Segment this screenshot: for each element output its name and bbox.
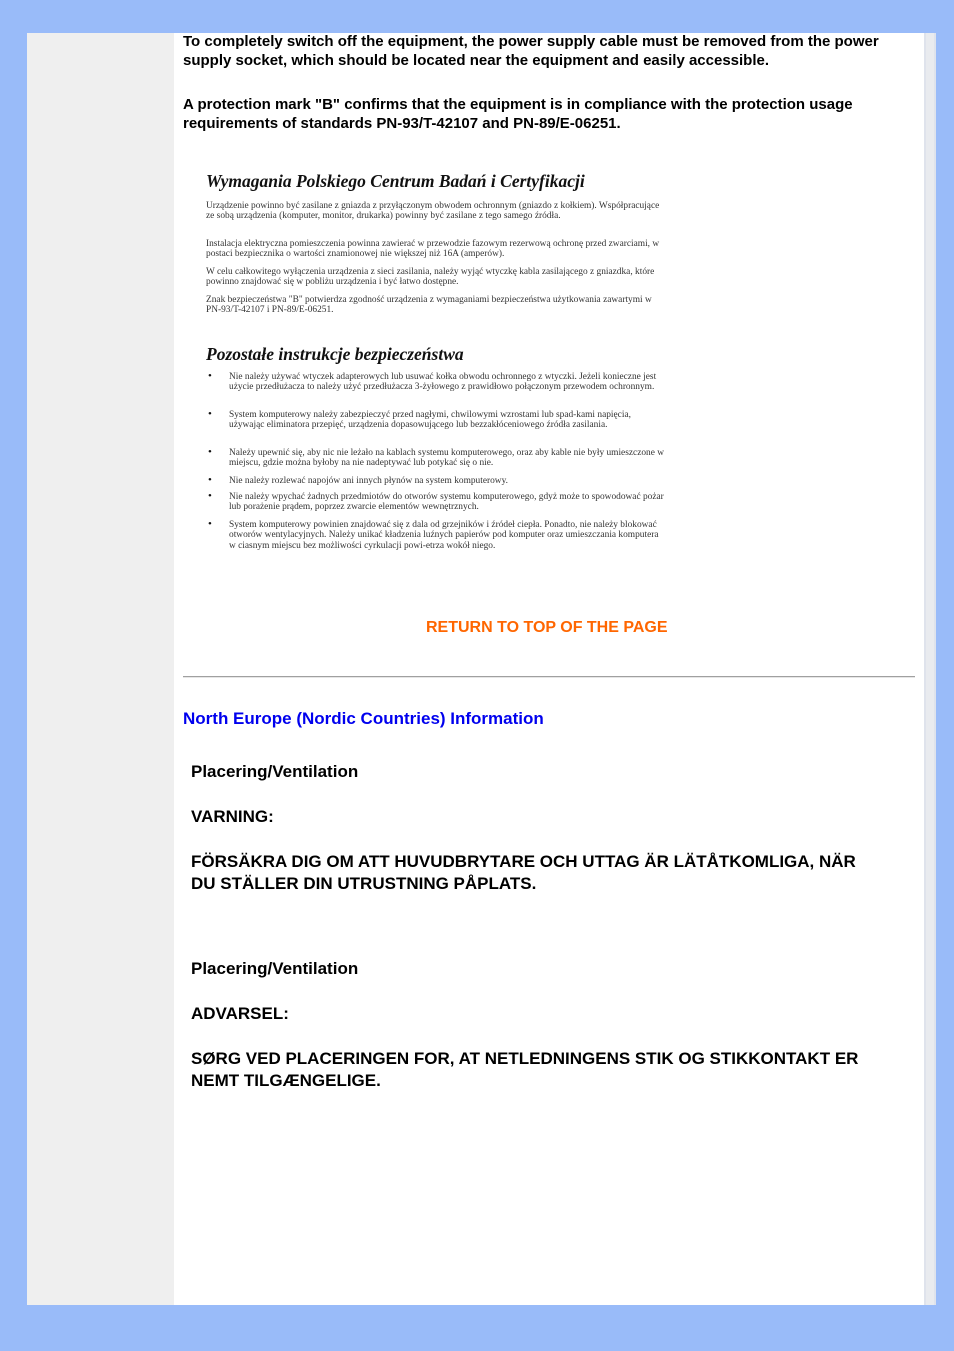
polish-requirements-scan <box>200 165 670 575</box>
danish-heading: Placering/Ventilation <box>191 959 359 978</box>
scan-bullet: • Nie należy wpychać żadnych przedmiotów do otworów systemu komputerowego, gdyż może to spowodować pożar lub porażenie prądem, poprzez zwarcie elementów wewnętrznych. <box>206 492 666 520</box>
right-frame-inner <box>926 33 934 1305</box>
scan-paragraph-3: W celu całkowitego wyłączenia urządzenia z sieci zasilania, należy wyjąć wtyczkę kabla zasilającego z gniazdka, które powinno znajdować się w pobliżu urządzenia i być łatwo dostępne. <box>206 267 655 288</box>
scan-paragraph-1: Urządzenie powinno być zasilane z gniazda z przyłączonym obwodem ochronnym (gniazdo z kołkiem). Współpracujące ze sobą urządzenia (komputer, monitor, drukarka) powinny być zasilane z tego samego źródła. <box>206 201 660 222</box>
scan-bullet: • Należy upewnić się, aby nic nie leżało na kablach systemu komputerowego, oraz aby kable nie były umieszczone w miejscu, gdzie można byłoby na nie nadeptywać lub potykać się o nie. <box>206 448 666 476</box>
scan-bullet: • Nie należy używać wtyczek adapterowych lub usuwać kołka obwodu ochronnego z wtyczki. Jeżeli konieczne jest użycie przedłużacza to należy użyć przedłużacza 3-żyłowego z prawidłowo połączonym przewodem ochronnym. <box>206 372 666 410</box>
scan-title-other-instructions: Pozostałe instrukcje bezpieczeństwa <box>206 344 464 364</box>
intro-paragraph-switch-off: To completely switch off the equipment, the power supply cable must be removed from the power supply socket, which should be located near the equipment and easily accessible. <box>183 33 879 69</box>
scan-bullet: • System komputerowy powinien znajdować się z dala od grzejników i źródeł ciepła. Ponadto, nie należy blokować otworów wentylacyjnych. Należy unikać kładzenia luźnych papierów pod komputer oraz umieszczania komputera w ciasnym miejscu bez możliwości cyrkulacji powi-etrza wokół niego. <box>206 520 666 564</box>
intro-paragraph-protection-mark: A protection mark "B" confirms that the equipment is in compliance with the protection usage requirements of standards PN-93/T-42107 and PN-89/E-06251. <box>183 96 853 132</box>
swedish-heading: Placering/Ventilation <box>191 762 359 781</box>
nordic-section-title: North Europe (Nordic Countries) Information <box>183 709 544 728</box>
left-sidebar <box>27 33 174 1305</box>
return-to-top-link[interactable]: RETURN TO TOP OF THE PAGE <box>426 619 668 636</box>
danish-warning-text: SØRG VED PLACERINGEN FOR, AT NETLEDNINGENS STIK OG STIKKONTAKT ER NEMT TILGÆNGELIGE. <box>191 1049 859 1090</box>
scan-bullet: • System komputerowy należy zabezpieczyć przed nagłymi, chwilowymi wzrostami lub spad-kami napięcia, używając eliminatora przepięć, urządzenia dopasowującego lub bezzakłóceniowego źródła zasilania. <box>206 410 666 448</box>
danish-warning-label: ADVARSEL: <box>191 1004 289 1023</box>
scan-bullet-list <box>206 372 666 564</box>
scan-bullet: • Nie należy rozlewać napojów ani innych płynów na system komputerowy. <box>206 476 666 492</box>
scan-paragraph-4: Znak bezpieczeństwa "B" potwierdza zgodność urządzenia z wymaganiami bezpieczeństwa użytkowania zawartymi w PN-93/T-42107 i PN-89/E-06251. <box>206 295 652 316</box>
section-divider <box>183 676 915 678</box>
scan-title-requirements: Wymagania Polskiego Centrum Badań i Certyfikacji <box>206 171 585 191</box>
swedish-warning-label: VARNING: <box>191 807 274 826</box>
scan-paragraph-2: Instalacja elektryczna pomieszczenia powinna zawierać w przewodzie fazowym rezerwową ochronę przed zwarciami, w postaci bezpiecznika o wartości znamionowej nie większej niż 16A (amperów). <box>206 239 660 260</box>
swedish-warning-text: FÖRSÄKRA DIG OM ATT HUVUDBRYTARE OCH UTTAG ÄR LÄTÅTKOMLIGA, NÄR DU STÄLLER DIN UTRUSTNING PÅPLATS. <box>191 852 856 893</box>
